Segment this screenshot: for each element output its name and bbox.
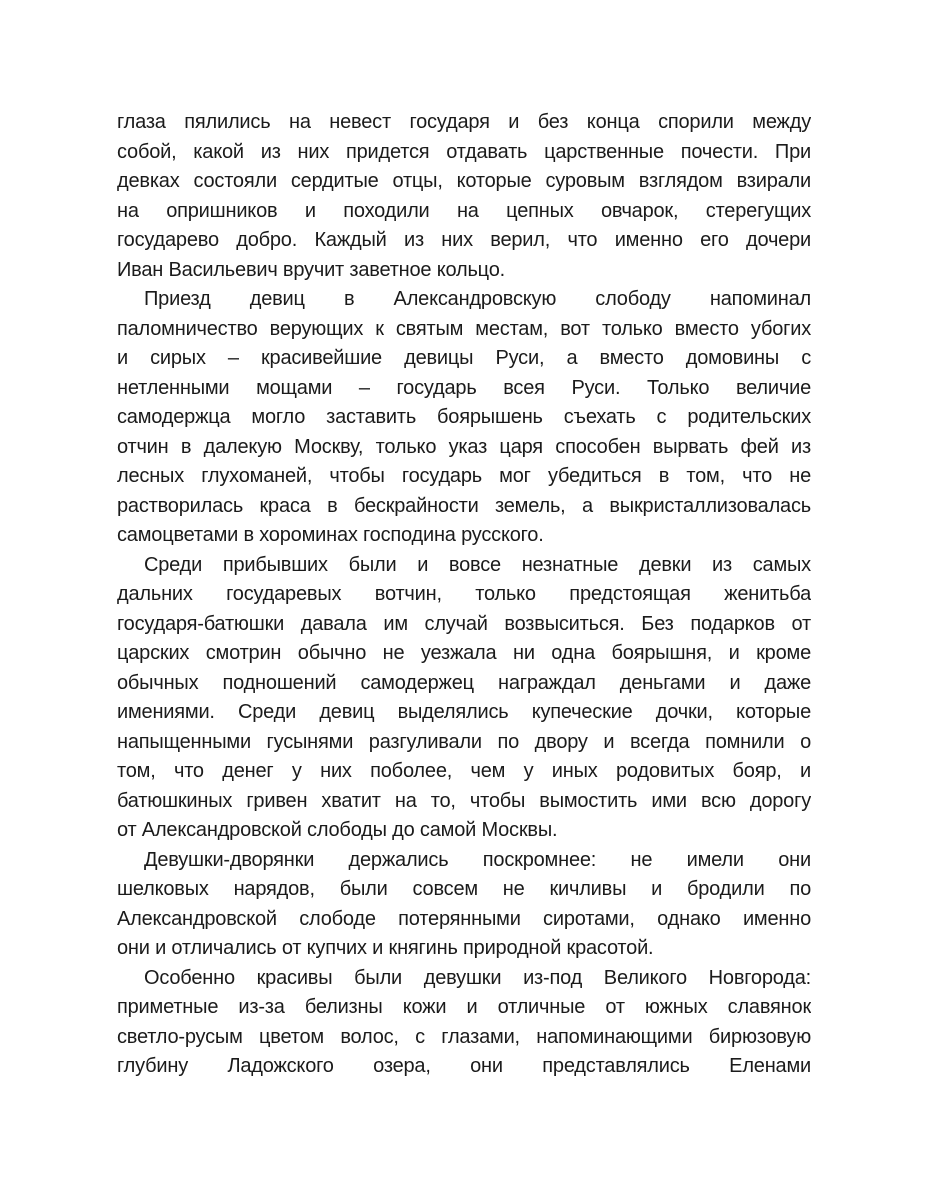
text-line: напыщенными гусынями разгуливали по двору и всегда помнили о — [117, 730, 811, 753]
page-text-block — [117, 108, 811, 1082]
text-line: паломничество верующих к святым местам, вот только вместо убогих — [117, 317, 811, 340]
text-line: батюшкиных гривен хватит на то, чтобы вымостить ими всю дорогу — [117, 789, 811, 812]
text-line: лесных глухоманей, чтобы государь мог убедиться в том, что не — [117, 465, 811, 487]
text-line: имениями. Среди девиц выделялись купеческие дочки, которые — [117, 701, 811, 723]
paragraph — [117, 551, 811, 846]
text-line: девках состояли сердитые отцы, которые суровым взглядом взирали — [117, 170, 811, 192]
text-line: собой, какой из них придется отдавать царственные почести. При — [117, 140, 811, 163]
text-line: приметные из-за белизны кожи и отличные от южных славянок — [117, 996, 811, 1018]
text-line: царских смотрин обычно не уезжала ни одна боярышня, и кроме — [117, 642, 811, 664]
text-line: глаза пялились на невест государя и без конца спорили между — [117, 111, 811, 133]
paragraph — [117, 964, 811, 1082]
text-line: государя-батюшки давала им случай возвыситься. Без подарков от — [117, 612, 811, 635]
text-line: отчин в далекую Москву, только указ царя способен вырвать фей из — [117, 435, 811, 458]
text-line: от Александровской слободы до самой Москвы. — [117, 819, 558, 841]
text-line: на опришников и походили на цепных овчарок, стерегущих — [117, 199, 811, 222]
paragraph — [117, 285, 811, 551]
text-line: и сирых – красивейшие девицы Руси, а вместо домовины с — [117, 347, 811, 369]
text-line: глубину Ладожского озера, они представлялись Еленами — [117, 1055, 811, 1077]
text-line: нетленными мощами – государь всея Руси. Только величие — [117, 376, 811, 399]
paragraph — [117, 846, 811, 964]
text-line: светло-русым цветом волос, с глазами, напоминающими бирюзовую — [117, 1025, 811, 1048]
text-line: растворилась краса в бескрайности земель, а выкристаллизовалась — [117, 494, 811, 517]
text-line: Среди прибывших были и вовсе незнатные девки из самых — [144, 553, 811, 576]
text-line: самоцветами в хороминах господина русского. — [117, 524, 544, 546]
text-line: Иван Васильевич вручит заветное кольцо. — [117, 258, 505, 281]
text-line: Александровской слободе потерянными сиротами, однако именно — [117, 907, 811, 930]
text-line: Приезд девиц в Александровскую слободу напоминал — [144, 288, 811, 310]
text-line: том, что денег у них поболее, чем у иных родовитых бояр, и — [117, 760, 811, 782]
text-line: самодержца могло заставить боярышень съехать с родительских — [117, 406, 811, 428]
text-line: Особенно красивы были девушки из-под Великого Новгорода: — [144, 966, 811, 989]
paragraph — [117, 108, 811, 285]
text-line: дальних государевых вотчин, только предстоящая женитьба — [117, 583, 811, 605]
text-line: государево добро. Каждый из них верил, что именно его дочери — [117, 229, 811, 251]
text-line: обычных подношений самодержец награждал деньгами и даже — [117, 671, 811, 694]
text-line: шелковых нарядов, были совсем не кичливы и бродили по — [117, 878, 811, 900]
text-line: Девушки-дворянки держались поскромнее: не имели они — [144, 848, 811, 871]
text-line: они и отличались от купчих и княгинь природной красотой. — [117, 937, 654, 959]
